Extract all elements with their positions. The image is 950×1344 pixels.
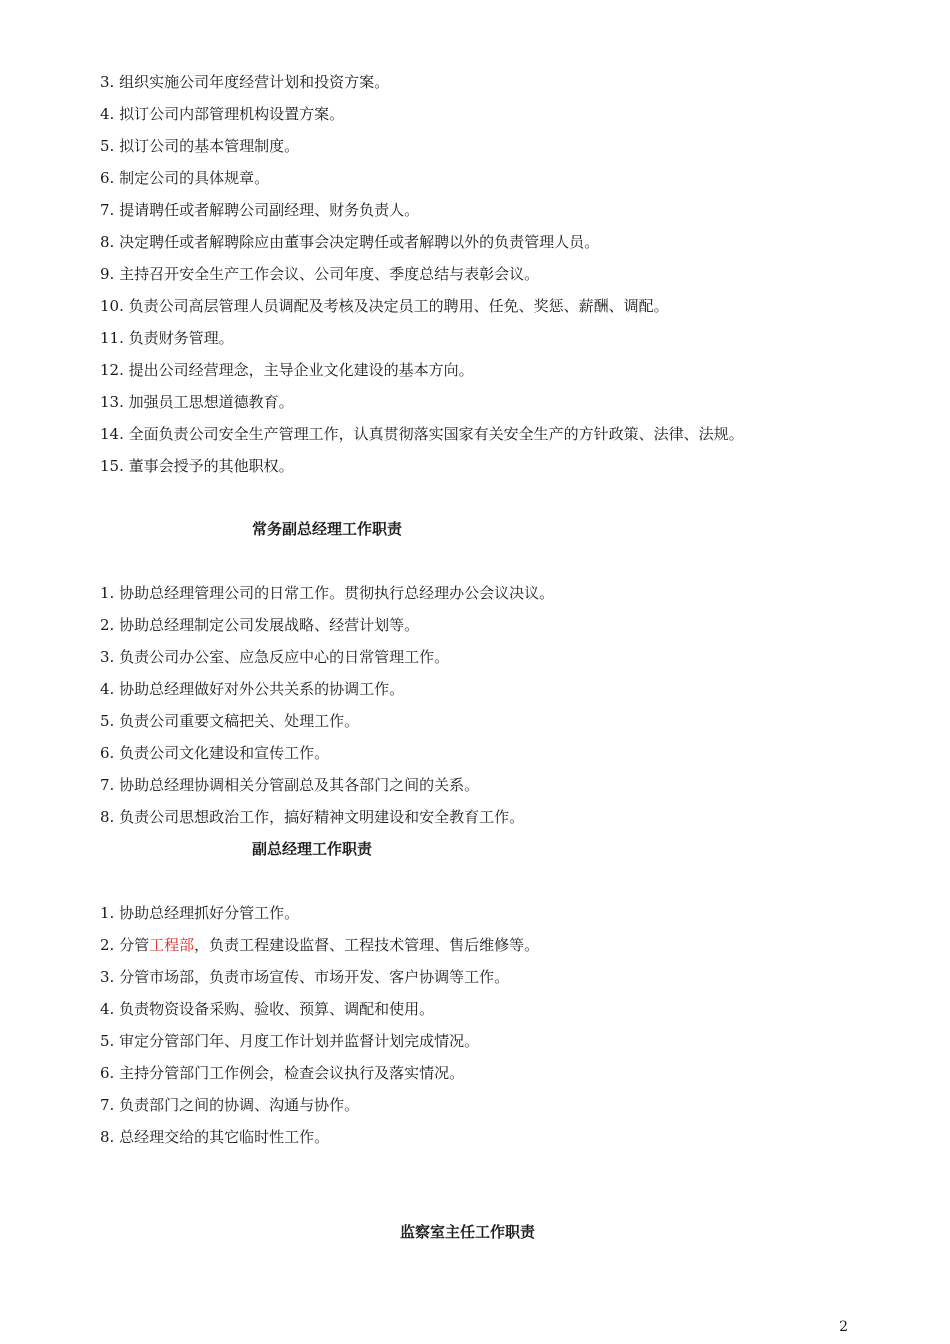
list-item: 4. 负责物资设备采购、验收、预算、调配和使用。 bbox=[100, 1000, 435, 1018]
list-item: 6. 制定公司的具体规章。 bbox=[100, 169, 270, 187]
list-item: 8. 决定聘任或者解聘除应由董事会决定聘任或者解聘以外的负责管理人员。 bbox=[100, 233, 600, 251]
list-item: 6. 负责公司文化建设和宣传工作。 bbox=[100, 744, 330, 762]
list-item: 3. 负责公司办公室、应急反应中心的日常管理工作。 bbox=[100, 648, 450, 666]
list-item: 7. 协助总经理协调相关分管副总及其各部门之间的关系。 bbox=[100, 776, 480, 794]
highlighted-department: 工程部 bbox=[149, 936, 195, 954]
list-item: 6. 主持分管部门工作例会，检查会议执行及落实情况。 bbox=[100, 1064, 465, 1082]
list-item: 4. 协助总经理做好对外公共关系的协调工作。 bbox=[100, 680, 405, 698]
list-item: 3. 组织实施公司年度经营计划和投资方案。 bbox=[100, 73, 390, 91]
section-title-vp: 副总经理工作职责 bbox=[252, 840, 373, 858]
list-item bbox=[100, 935, 539, 955]
list-item: 2. 协助总经理制定公司发展战略、经营计划等。 bbox=[100, 616, 420, 634]
list-item: 7. 提请聘任或者解聘公司副经理、财务负责人。 bbox=[100, 201, 420, 219]
list-item: 11. 负责财务管理。 bbox=[100, 329, 234, 347]
list-item: 8. 负责公司思想政治工作，搞好精神文明建设和安全教育工作。 bbox=[100, 808, 525, 826]
list-item: 1. 协助总经理抓好分管工作。 bbox=[100, 904, 300, 922]
list-item: 12. 提出公司经营理念，主导企业文化建设的基本方向。 bbox=[100, 361, 474, 379]
list-item: 1. 协助总经理管理公司的日常工作。贯彻执行总经理办公会议决议。 bbox=[100, 584, 555, 602]
list-item: 8. 总经理交给的其它临时性工作。 bbox=[100, 1128, 330, 1146]
list-item: 7. 负责部门之间的协调、沟通与协作。 bbox=[100, 1096, 360, 1114]
list-item-prefix: 2. 分管 bbox=[100, 936, 150, 954]
list-item: 4. 拟订公司内部管理机构设置方案。 bbox=[100, 105, 345, 123]
list-item-suffix: ，负责工程建设监督、工程技术管理、售后维修等。 bbox=[194, 936, 540, 954]
list-item: 5. 负责公司重要文稿把关、处理工作。 bbox=[100, 712, 360, 730]
list-item: 14. 全面负责公司安全生产管理工作，认真贯彻落实国家有关安全生产的方针政策、法律、法规。 bbox=[100, 425, 744, 443]
list-item: 5. 拟订公司的基本管理制度。 bbox=[100, 137, 300, 155]
page-number: 2 bbox=[839, 1319, 848, 1335]
list-item: 3. 分管市场部，负责市场宣传、市场开发、客户协调等工作。 bbox=[100, 968, 510, 986]
section-title-supervision: 监察室主任工作职责 bbox=[400, 1223, 536, 1241]
list-item: 13. 加强员工思想道德教育。 bbox=[100, 393, 294, 411]
list-item: 9. 主持召开安全生产工作会议、公司年度、季度总结与表彰会议。 bbox=[100, 265, 540, 283]
list-item: 5. 审定分管部门年、月度工作计划并监督计划完成情况。 bbox=[100, 1032, 480, 1050]
list-item: 10. 负责公司高层管理人员调配及考核及决定员工的聘用、任免、奖惩、薪酬、调配。 bbox=[100, 297, 669, 315]
list-item: 15. 董事会授予的其他职权。 bbox=[100, 457, 294, 475]
section-title-executive-vp: 常务副总经理工作职责 bbox=[252, 520, 403, 538]
